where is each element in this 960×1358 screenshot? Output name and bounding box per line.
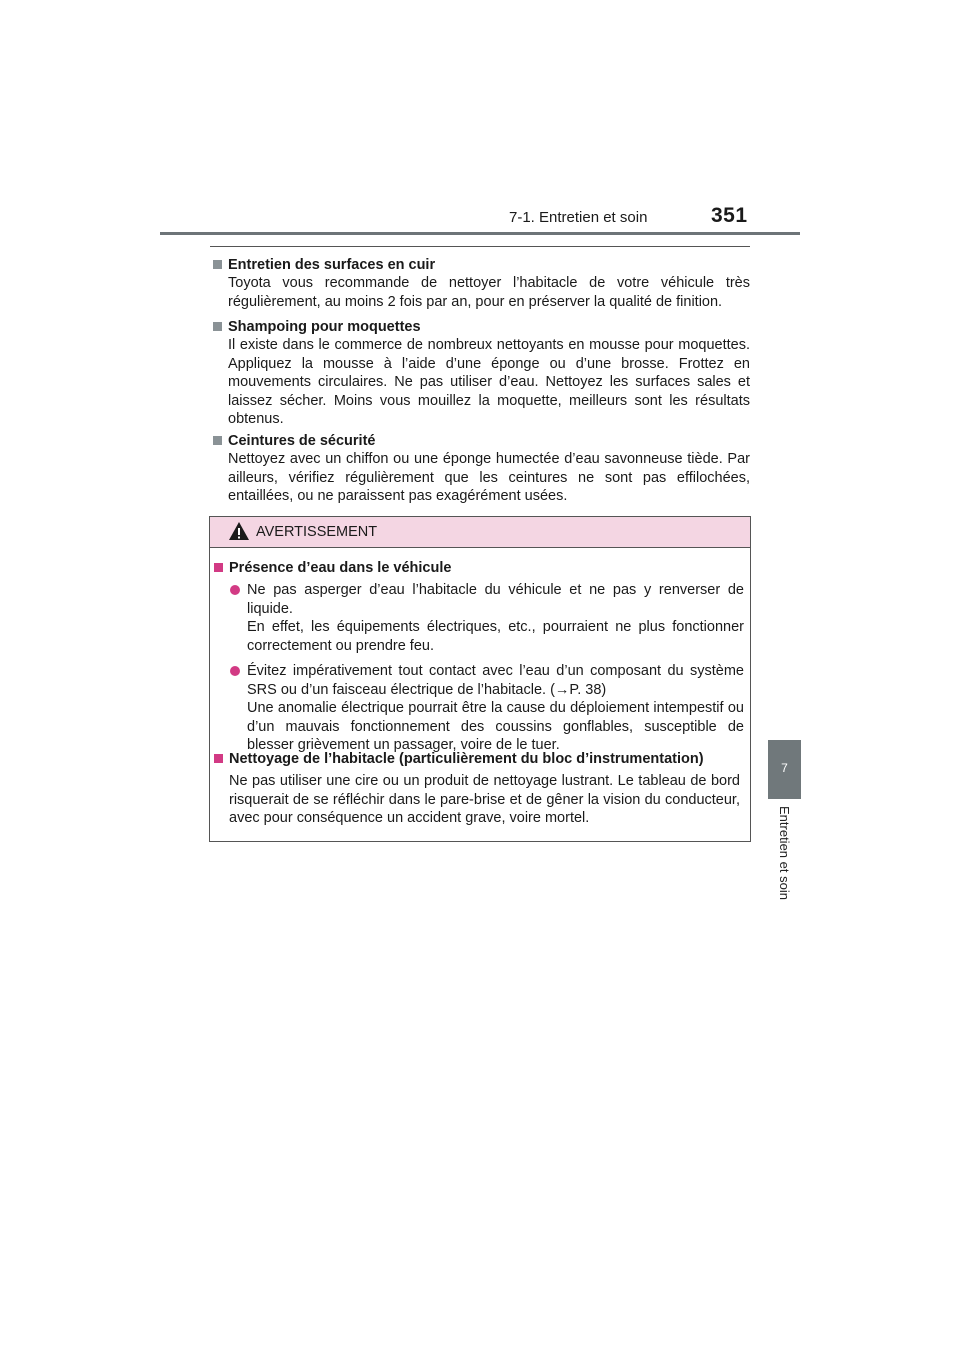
bullet-text-part: Évitez impérativement tout contact avec l’eau d’un composant du système SRS ou d’un faisceau électrique de l’habitacle. ( — [247, 663, 744, 698]
square-bullet-icon — [214, 754, 223, 763]
warning-bullet-text — [247, 581, 744, 655]
page-reference-link[interactable]: P. 38) — [569, 681, 607, 698]
arrow-reference-icon: → — [554, 681, 570, 698]
content-top-divider — [210, 246, 750, 247]
chapter-number: 7 — [781, 761, 788, 775]
warning-bullet-line: Une anomalie électrique pourrait être la cause du déploiement intempestif ou d’un mauvais fonctionnement des coussins gonflables, susceptible de blesser grièvement un passager, voire de le tuer. — [247, 700, 744, 753]
warning-box — [209, 516, 751, 842]
warning-bullet — [230, 662, 744, 755]
section-seat-belts — [210, 432, 750, 506]
warning-item-body: Ne pas utiliser une cire ou un produit de nettoyage lustrant. Le tableau de bord risquerait de se réfléchir dans le pare-brise et de gêner la vision du conducteur, avec pour conséquence un accident grave, voire mortel. — [229, 773, 740, 826]
header-divider — [160, 232, 800, 235]
header-section-title: 7-1. Entretien et soin — [509, 209, 648, 226]
section-title-text: Ceintures de sécurité — [228, 433, 376, 449]
section-title-text: Entretien des surfaces en cuir — [228, 257, 436, 273]
warning-bullet-line: En effet, les équipements électriques, etc., pourraient ne plus fonctionner correctement ou prendre feu. — [247, 619, 744, 654]
warning-item-water — [210, 559, 750, 755]
section-carpet-shampoo — [210, 318, 750, 429]
warning-item-title — [210, 750, 750, 768]
section-leather-care — [210, 256, 750, 311]
section-title — [210, 432, 750, 450]
chapter-tab — [768, 740, 801, 799]
warning-item-title-text: Présence d’eau dans le véhicule — [229, 560, 452, 576]
square-bullet-icon — [213, 436, 222, 445]
square-bullet-icon — [213, 260, 222, 269]
round-bullet-icon — [230, 585, 240, 595]
square-bullet-icon — [214, 563, 223, 572]
warning-bullet-line: Ne pas asperger d’eau l’habitacle du véhicule et ne pas y renverser de liquide. — [247, 582, 744, 617]
page-number: 351 — [711, 204, 748, 227]
warning-triangle-icon — [228, 521, 250, 541]
warning-bullet — [230, 581, 744, 655]
section-title — [210, 318, 750, 336]
warning-item-title — [210, 559, 750, 577]
warning-header — [210, 517, 750, 548]
warning-title: AVERTISSEMENT — [256, 524, 378, 540]
chapter-side-label — [772, 806, 796, 910]
section-body: Il existe dans le commerce de nombreux nettoyants en mousse pour moquettes. Appliquez la mousse à l’aide d’une éponge ou d’une brosse. Frottez en mouvements circulaires. Ne pas utiliser d’eau. Nettoyez les surfaces sales et laissez sécher. Moins vous mouillez la moquette, meilleurs sont les résultats obtenus. — [228, 337, 750, 427]
section-title-text: Shampoing pour moquettes — [228, 319, 421, 335]
warning-bullet-text — [247, 662, 744, 755]
section-body: Toyota vous recommande de nettoyer l’habitacle de votre véhicule très régulièrement, au moins 2 fois par an, pour en préserver la qualité de finition. — [228, 275, 750, 310]
section-title — [210, 256, 750, 274]
square-bullet-icon — [213, 322, 222, 331]
chapter-side-label-text: Entretien et soin — [777, 806, 792, 900]
round-bullet-icon — [230, 666, 240, 676]
warning-bullet-line — [247, 662, 744, 699]
warning-item-title-text: Nettoyage de l’habitacle (particulièrement du bloc d’instrumentation) — [229, 751, 704, 767]
warning-item-dashboard — [210, 750, 750, 828]
section-body: Nettoyez avec un chiffon ou une éponge humectée d’eau savonneuse tiède. Par ailleurs, vérifiez régulièrement que les ceintures ne sont pas effilochées, entaillées, ou ne paraissent pas exagérément usées. — [228, 451, 750, 504]
